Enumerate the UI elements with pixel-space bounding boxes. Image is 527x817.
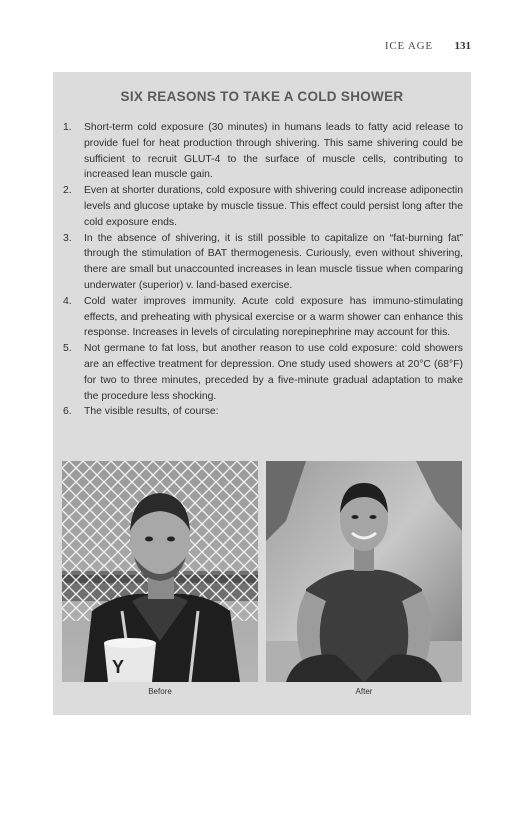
item-text: Short-term cold exposure (30 minutes) in humans leads to fatty acid release to provide fuel for heat production through shivering. This same shivering could be sufficient to recruit GLUT-4 to the surface of muscle cells, contributing to increased lean muscle gain. bbox=[84, 122, 463, 181]
item-text: Even at shorter durations, cold exposure with shivering could increase adiponectin levels and glucose uptake by muscle tissue. This effect could persist long after the cold exposure ends. bbox=[84, 185, 463, 228]
item-number: 4. bbox=[63, 295, 72, 307]
list-item bbox=[63, 294, 463, 341]
page-number: 131 bbox=[454, 40, 471, 52]
sidebar-title: SIX REASONS TO TAKE A COLD SHOWER bbox=[120, 89, 404, 104]
sidebar-box bbox=[53, 72, 471, 715]
list-item bbox=[63, 183, 463, 230]
list-item bbox=[63, 120, 463, 183]
item-number: 1. bbox=[63, 122, 72, 133]
after-caption: After bbox=[355, 687, 373, 696]
item-text: In the absence of shivering, it is still possible to capitalize on “fat-burning fat” through the stimulation of BAT thermogenesis. Curiously, even without shivering, there are small but unaccounted increases in lean muscle tissue when comparing underwater (superior) v. land-based exercise. bbox=[84, 232, 463, 291]
item-text: The visible results, of course: bbox=[84, 406, 219, 418]
list-item bbox=[63, 341, 463, 404]
after-photo bbox=[266, 461, 462, 682]
running-head bbox=[385, 40, 471, 52]
item-text: Not germane to fat loss, but another reason to use cold exposure: cold showers are an effective treatment for depression. One study used showers at 20°C (68°F) for two to three minutes, preceded by a five-minute gradual adaptation to make the procedure less shocking. bbox=[84, 343, 463, 402]
item-number: 3. bbox=[63, 232, 72, 244]
list-item bbox=[63, 231, 463, 294]
cup-label: Y bbox=[112, 657, 125, 677]
item-number: 6. bbox=[63, 406, 72, 418]
before-photo bbox=[62, 461, 258, 682]
list-item bbox=[63, 404, 463, 420]
item-text: Cold water improves immunity. Acute cold exposure has immuno-stimulating effects, and preheating with physical exercise or a warm shower can enhance this response. Increases in levels of circulating norepinephrine may account for this. bbox=[84, 295, 463, 339]
before-caption: Before bbox=[148, 687, 172, 696]
item-number: 5. bbox=[63, 343, 72, 355]
item-number: 2. bbox=[63, 185, 72, 197]
chapter-title: ICE AGE bbox=[384, 40, 433, 52]
reasons-list bbox=[63, 120, 463, 420]
